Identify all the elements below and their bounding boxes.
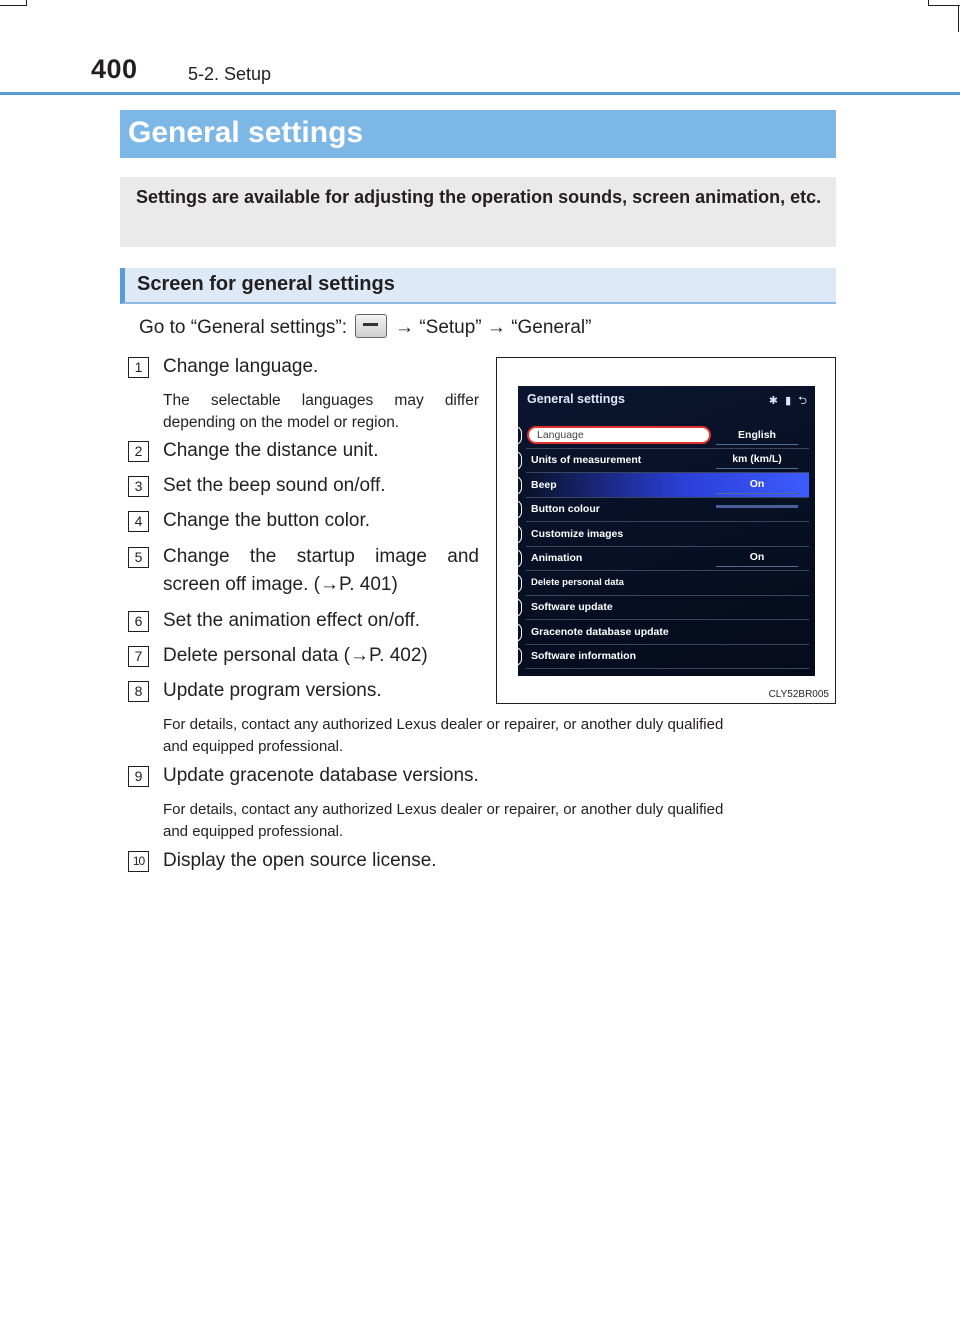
item-number-badge: 7 [128,646,149,667]
item-note: and equipped professional. [163,823,344,840]
callout-badge: 1 [502,426,522,445]
item-note: The selectable languages may differ depending on the model or region. [163,392,479,431]
item-text: Change the button color. [163,510,371,531]
navigation-path [139,316,591,340]
item-text: Set the beep sound on/off. [163,475,386,496]
screen-row-delete-data[interactable] [526,571,809,596]
row-label: Delete personal data [531,577,624,588]
item-number-badge: 4 [128,511,149,532]
item-note: For details, contact any authorized Lexus dealer or repairer, or another duly qualified [163,801,724,818]
intro-text: Settings are available for adjusting the operation sounds, screen animation, etc. [120,177,836,247]
item-number-badge: 1 [128,357,149,378]
item-number-badge: 3 [128,476,149,497]
item-text: Set the animation effect on/off. [163,610,421,631]
row-label: Customize images [531,528,624,540]
nav-arrow: → [486,317,506,338]
item-number-badge: 5 [128,547,149,568]
header-rule [0,92,960,95]
crop-mark [929,5,960,6]
row-label: Units of measurement [531,454,642,466]
item-number-badge: 8 [128,681,149,702]
row-value: km (km/L) [716,450,798,469]
screen-figure [496,357,836,704]
nav-step-setup: “Setup” [419,317,482,338]
row-label: Beep [531,479,557,491]
screen-row-animation[interactable] [526,546,809,571]
callout-badge: 9 [502,623,522,642]
screen-row-button-colour[interactable] [526,497,809,522]
crop-mark [26,0,27,6]
row-value: On [716,548,798,567]
screen-row-software-info[interactable] [526,644,809,669]
callout-badge: 2 [502,451,522,470]
screen-row-software-update[interactable] [526,595,809,620]
item-text: Update gracenote database versions. [163,765,479,786]
callout-badge: 4 [502,500,522,519]
colour-swatch [716,505,798,508]
crop-mark [0,5,26,6]
callout-badge: 3 [502,476,522,495]
crop-mark [958,6,959,32]
screen-title: General settings [527,392,625,406]
item-text: Change language. [163,356,319,377]
screen-row-gracenote[interactable] [526,620,809,645]
screen-row-language[interactable] [526,424,809,449]
item-text: screen off image. (→P. 401) [163,574,398,595]
status-icons: ✱ ▮ ⮌ [768,395,809,407]
nav-arrow: → [395,317,415,338]
item-note: For details, contact any authorized Lexus dealer or repairer, or another duly qualified [163,716,724,733]
row-label: Software update [531,601,613,613]
item-text: Change the startup image and [163,546,479,567]
page-title: General settings [120,110,836,158]
callout-badge: 7 [502,574,522,593]
item-number-badge: 2 [128,441,149,462]
item-number-badge: 9 [128,766,149,787]
menu-button-icon [355,314,387,338]
screen-row-units[interactable] [526,448,809,473]
general-settings-screen [518,386,815,676]
callout-badge: 5 [502,525,522,544]
item-note: and equipped professional. [163,738,344,755]
row-label: Animation [531,552,583,564]
item-text: Update program versions. [163,680,382,701]
row-label: Button colour [531,503,600,515]
screen-row-customize-images[interactable] [526,522,809,547]
row-value: English [716,426,798,445]
item-text: Display the open source license. [163,850,437,871]
nav-prefix: Go to “General settings”: [139,317,348,338]
row-label: Language [527,426,711,444]
callout-badge: 6 [502,549,522,568]
screen-row-beep[interactable] [526,473,809,498]
nav-step-general: “General” [511,317,592,338]
page-number: 400 [91,54,138,84]
row-value: On [716,475,798,494]
section-subtitle: Screen for general settings [120,268,836,304]
item-text: Delete personal data (→P. 402) [163,645,428,666]
callout-badge: 8 [502,598,522,617]
item-number-badge: 6 [128,611,149,632]
item-text: Change the distance unit. [163,440,379,461]
row-label: Gracenote database update [531,626,669,638]
section-label: 5-2. Setup [188,64,272,84]
item-number-badge: 10 [128,851,149,872]
row-label: Software information [531,650,637,662]
image-code: CLY52BR005 [768,689,829,700]
callout-badge: 10 [502,647,522,666]
